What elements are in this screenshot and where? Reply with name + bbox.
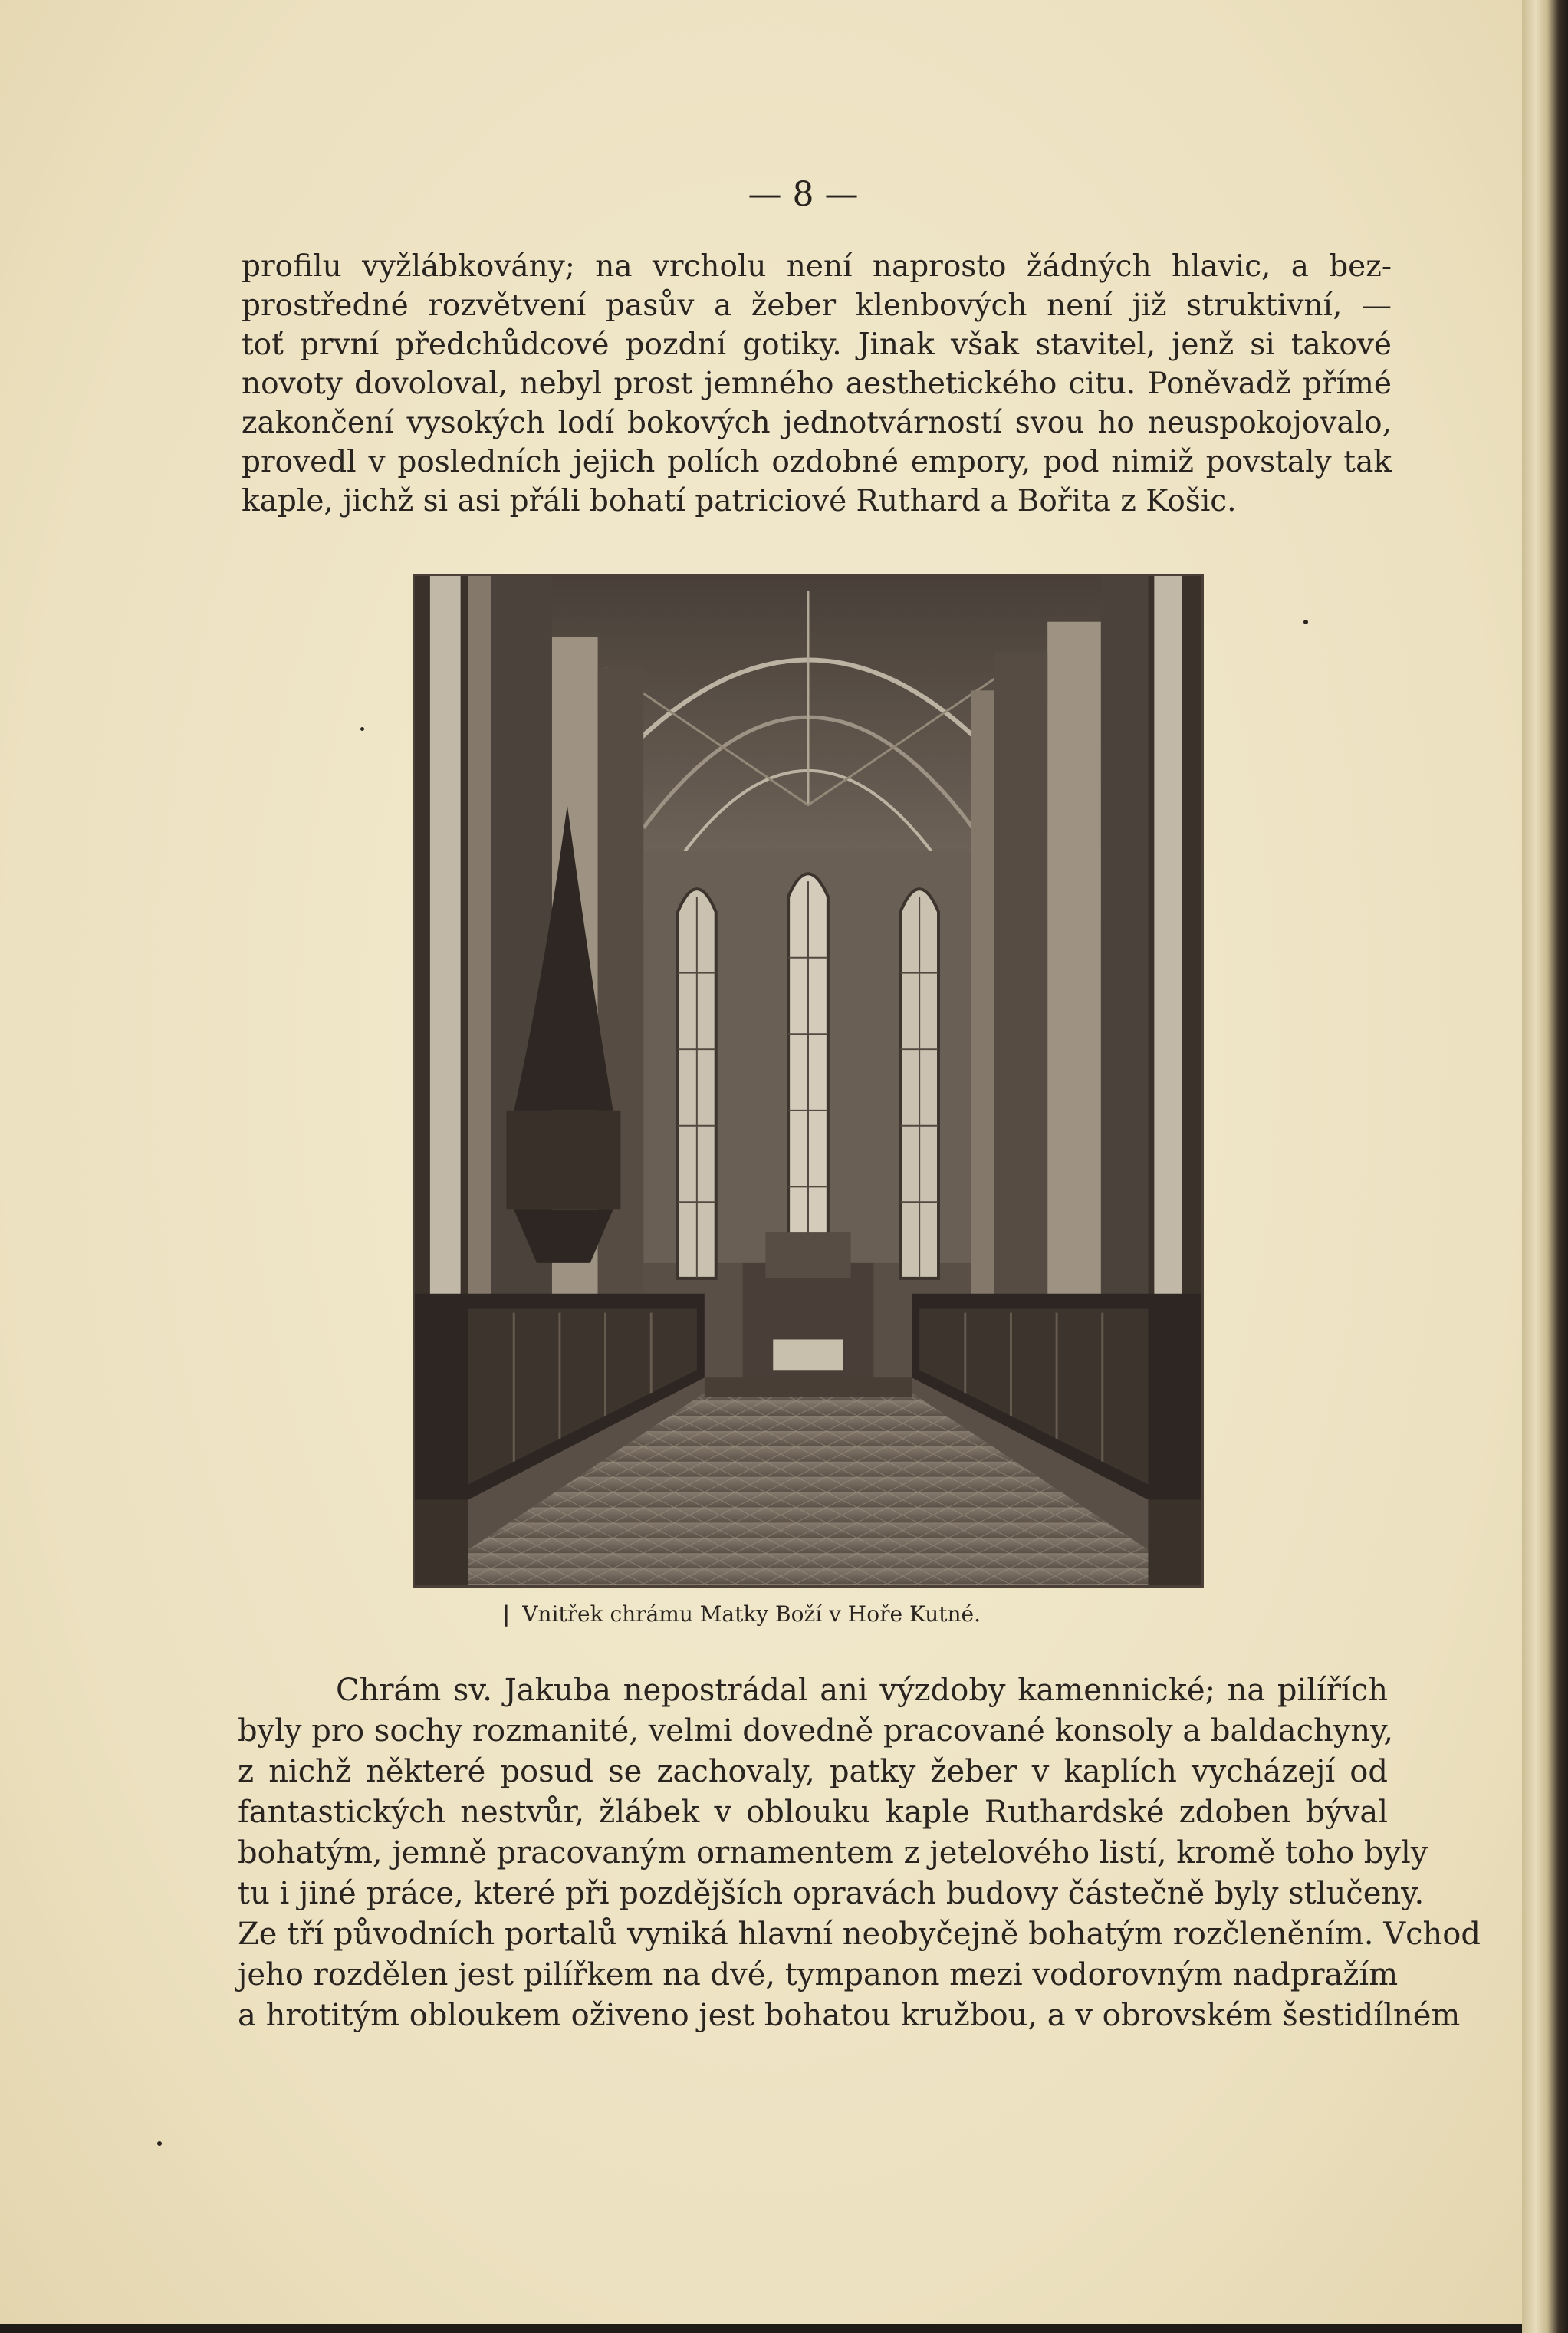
- text-line: kaple, jichž si asi přáli bohatí patriciové Ruthard a Bořita z Košic.: [242, 484, 1237, 518]
- text-line: bohatým, jemně pracovaným ornamentem z jetelového listí, kromě toho byly: [238, 1835, 1428, 1871]
- caption-text: Vnitřek chrámu Matky Boží v Hoře Kutné.: [522, 1601, 981, 1627]
- text-line: byly pro sochy rozmanité, velmi dovedně pracované konsoly a baldachyny,: [238, 1713, 1394, 1749]
- text-line: Ze tří původních portalů vyniká hlavní neobyčejně bohatým rozčleněním. Vchod: [238, 1917, 1481, 1952]
- text-line: z nichž některé posud se zachovaly, patky žeber v kaplích vycházejí od: [238, 1754, 1388, 1789]
- text-line: tu i jiné práce, které při pozdějších opravách budovy částečně byly stlučeny.: [238, 1876, 1425, 1911]
- photo-illustration: [415, 576, 1201, 1585]
- page-number: — 8 —: [748, 175, 859, 214]
- caption-mark: |: [502, 1601, 511, 1627]
- paragraph-1: [242, 247, 1392, 521]
- paragraph-2: [238, 1670, 1481, 2036]
- ink-speck: [1303, 620, 1308, 624]
- text-line: jeho rozdělen jest pilířkem na dvé, tympanon mezi vodorovným nadpražím: [238, 1957, 1399, 1992]
- ink-speck: [157, 2141, 162, 2146]
- page-edge: [1522, 0, 1568, 2333]
- church-interior-photo: [413, 574, 1204, 1588]
- figure-caption: [502, 1601, 1116, 1627]
- text-line: profilu vyžlábkovány; na vrcholu není naprosto žádných hlavic, a bez-: [242, 249, 1392, 284]
- text-line: novoty dovoloval, nebyl prost jemného aesthetického citu. Poněvadž přímé: [242, 367, 1392, 401]
- text-line: zakončení vysokých lodí bokových jednotvárností svou ho neuspokojovalo,: [242, 406, 1392, 440]
- text-line: prostředné rozvětvení pasův a žeber klenbových není již struktivní, —: [242, 288, 1392, 323]
- text-line: toť první předchůdcové pozdní gotiky. Jinak však stavitel, jenž si takové: [242, 327, 1392, 362]
- text-line: Chrám sv. Jakuba nepostrádal ani výzdoby kamennické; na pilířích: [336, 1673, 1388, 1708]
- text-line: a hrotitým obloukem oživeno jest bohatou kružbou, a v obrovském šestidílném: [238, 1998, 1461, 2033]
- ink-speck: [360, 727, 364, 731]
- text-line: fantastických nestvůr, žlábek v oblouku kaple Ruthardské zdoben býval: [238, 1795, 1388, 1830]
- text-line: provedl v posledních jejich polích ozdobné empory, pod nimiž povstaly tak: [242, 445, 1392, 479]
